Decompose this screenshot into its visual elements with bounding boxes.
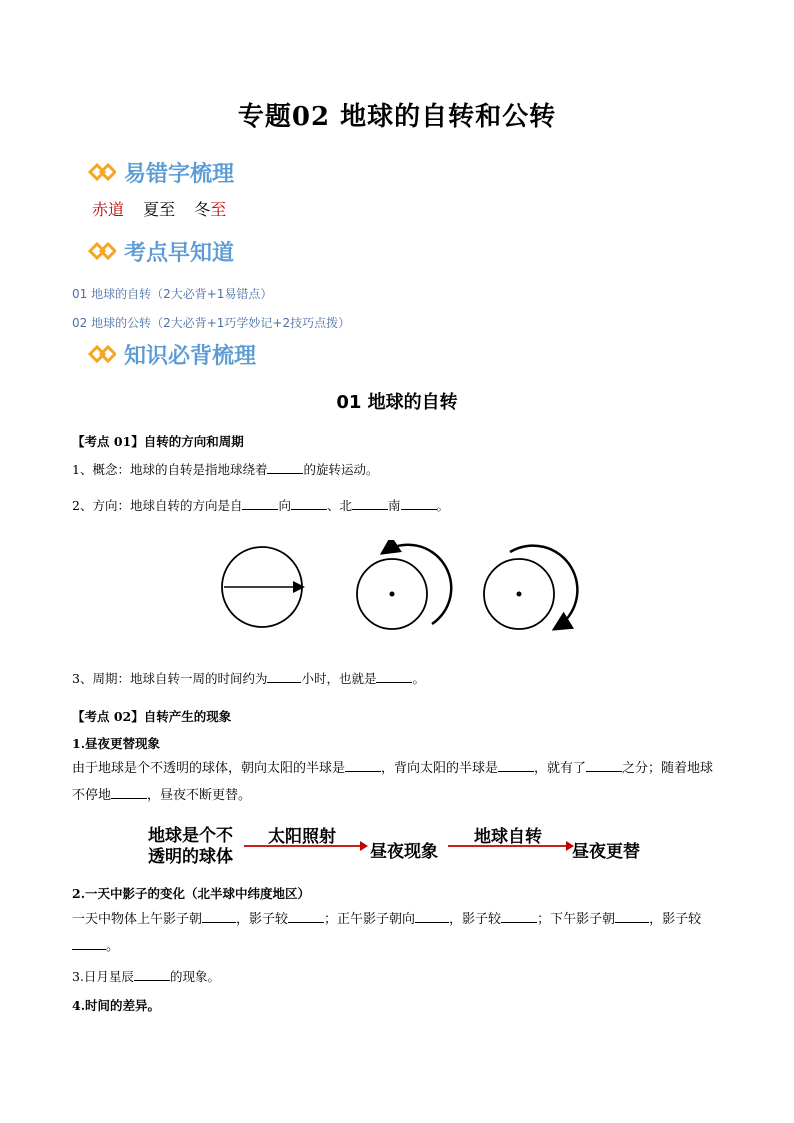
question-period: 3、周期：地球自转一周的时间约为 小时，也就是 。 — [72, 671, 425, 686]
diamond-icon — [88, 344, 116, 364]
phenomenon-3: 3.日月星辰 的现象。 — [72, 969, 220, 984]
typo-words — [92, 197, 240, 220]
flow-arrow-label-2: 地球自转 — [474, 827, 542, 847]
typo-word: 冬至 — [194, 200, 227, 219]
section-exam-heading — [88, 234, 234, 268]
flow-arrow-label-1: 太阳照射 — [268, 827, 336, 847]
diamond-icon — [88, 241, 116, 261]
phenomenon-2-text: 一天中物体上午影子朝 ，影子较 ；正午影子朝向 ，影子较 ；下午影子朝 ，影子较。 — [72, 912, 702, 954]
flow-box-1: 地球是个不 透明的球体 — [148, 826, 233, 867]
north-pole-view-icon — [357, 545, 451, 629]
phenomenon-4: 4.时间的差异。 — [72, 998, 161, 1013]
outline-item-2[interactable]: 02 地球的公转（2大必背+1巧学妙记+2技巧点拨） — [72, 316, 351, 330]
exam-point-2: 【考点 02】自转产生的现象 — [72, 709, 232, 724]
diamond-icon — [88, 162, 116, 182]
rotation-diagram — [200, 540, 600, 640]
globe-side-view-icon — [222, 547, 302, 627]
typo-word: 赤道 — [92, 200, 125, 219]
section-knowledge-heading — [88, 337, 256, 371]
section-knowledge-label: 知识必背梳理 — [124, 343, 257, 369]
page-title: 专题02 地球的自转和公转 — [237, 102, 557, 132]
flow-box-2: 昼夜现象 — [370, 842, 438, 862]
question-concept: 1、概念：地球的自转是指地球绕着 的旋转运动。 — [72, 462, 379, 477]
phenomenon-1-title: 1.昼夜更替现象 — [72, 736, 161, 751]
day-night-flow — [148, 822, 658, 872]
phenomenon-1-text: 由于地球是个不透明的球体，朝向太阳的半球是 ，背向太阳的半球是 ，就有了 之分；随着地球不停地 ，昼夜不断更替。 — [72, 761, 714, 803]
section-typo-heading — [88, 155, 234, 189]
section-typo-label: 易错字梳理 — [124, 161, 235, 187]
phenomenon-2-title: 2.一天中影子的变化（北半球中纬度地区） — [72, 886, 311, 901]
typo-word: 夏至 — [143, 200, 176, 219]
subsection-title: 01 地球的自转 — [336, 392, 458, 413]
exam-point-1: 【考点 01】自转的方向和周期 — [72, 434, 244, 449]
flow-arrow-1-icon — [244, 836, 368, 852]
flow-arrow-2-icon — [448, 836, 574, 852]
section-exam-label: 考点早知道 — [124, 240, 235, 266]
question-direction: 2、方向：地球自转的方向是自 向 、北 南 。 — [72, 498, 450, 513]
flow-box-3: 昼夜更替 — [572, 842, 640, 862]
outline-item-1[interactable]: 01 地球的自转（2大必背+1易错点） — [72, 287, 273, 301]
south-pole-view-icon — [484, 546, 577, 629]
